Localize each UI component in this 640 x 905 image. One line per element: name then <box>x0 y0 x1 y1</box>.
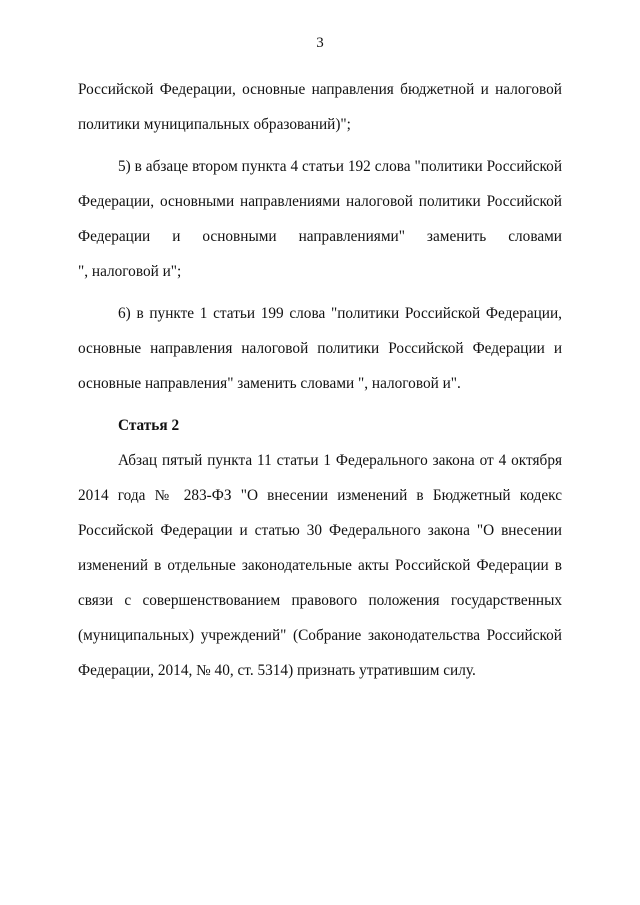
text-line: политики муниципальных образований)"; <box>78 116 351 133</box>
text-line: Российской Федерации и статью 30 Федерального закона "О внесении <box>78 522 562 539</box>
text-line: Федерации и основными направлениями" заменить словами <box>78 228 562 245</box>
text-line: ", налоговой и"; <box>78 263 182 280</box>
text-line: Федерации, основными направлениями налоговой политики Российской <box>78 193 562 210</box>
article-heading: Статья 2 <box>118 417 180 434</box>
document-body <box>78 72 562 688</box>
text-line: 6) в пункте 1 статьи 199 слова "политики Российской Федерации, <box>118 305 562 322</box>
text-line: 2014 года № 283-ФЗ "О внесении изменений в Бюджетный кодекс <box>78 487 562 504</box>
paragraph-continuation <box>78 72 562 142</box>
text-line: изменений в отдельные законодательные акты Российской Федерации в <box>78 557 562 574</box>
paragraph-item-5 <box>78 149 562 289</box>
text-line: (муниципальных) учреждений" (Собрание законодательства Российской <box>78 627 562 644</box>
text-line: Федерации, 2014, № 40, ст. 5314) признать утратившим силу. <box>78 662 476 679</box>
paragraph-item-6 <box>78 296 562 401</box>
text-line: основные направления налоговой политики Российской Федерации и <box>78 340 562 357</box>
text-line: 5) в абзаце втором пункта 4 статьи 192 слова "политики Российской <box>118 158 562 175</box>
paragraph-article-2 <box>78 443 562 688</box>
text-line: Абзац пятый пункта 11 статьи 1 Федерального закона от 4 октября <box>118 452 562 469</box>
text-line: Российской Федерации, основные направления бюджетной и налоговой <box>78 81 562 98</box>
text-line: связи с совершенствованием правового положения государственных <box>78 592 562 609</box>
page-number: 3 <box>316 35 324 51</box>
text-line: основные направления" заменить словами ", налоговой и". <box>78 375 461 392</box>
